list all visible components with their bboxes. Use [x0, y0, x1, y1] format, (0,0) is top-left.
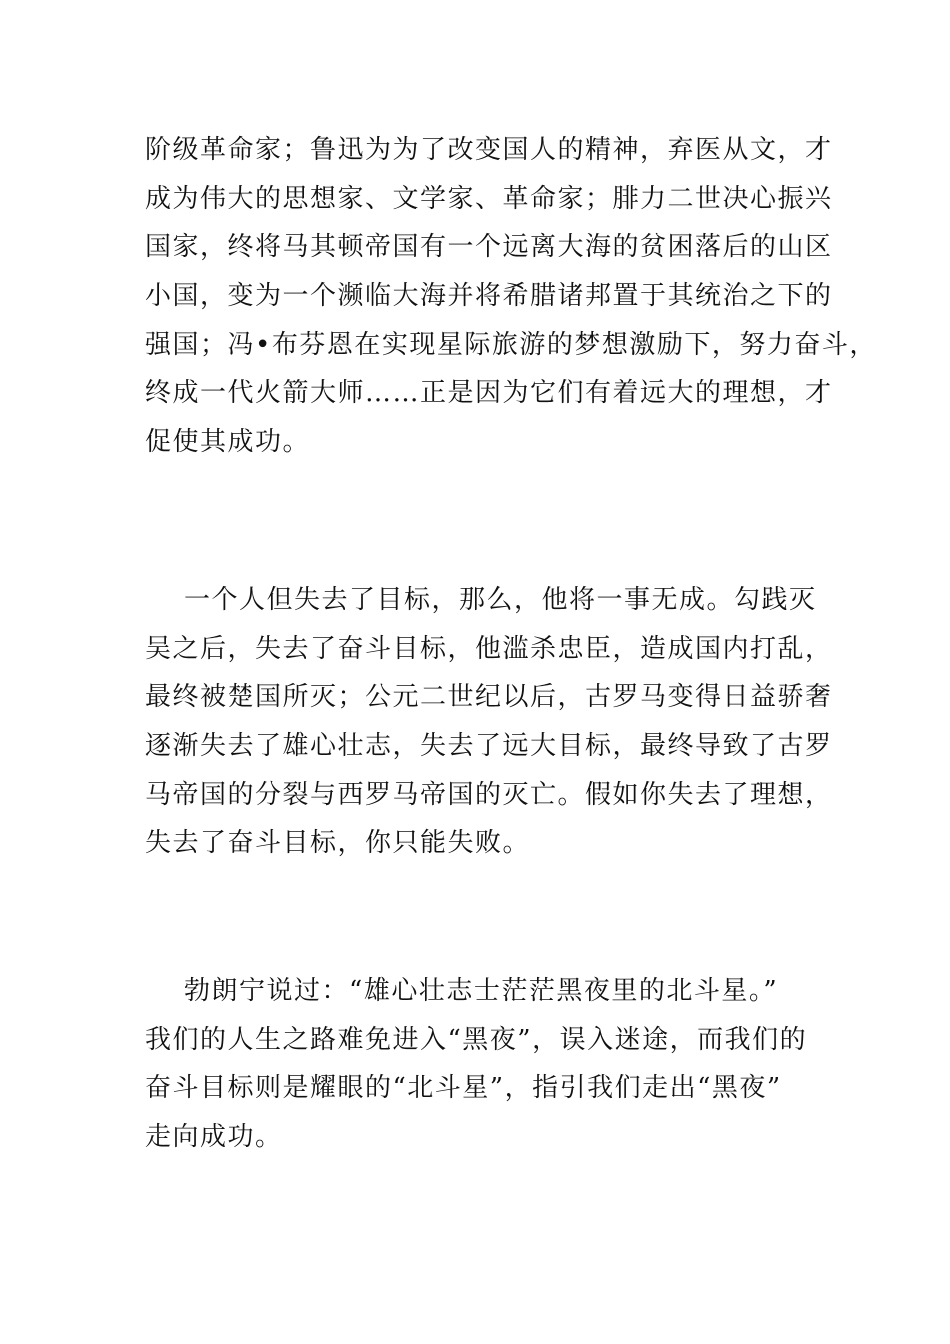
text-line: 马帝国的分裂与西罗马帝国的灭亡。假如你失去了理想， — [145, 779, 833, 810]
text-line: 小国，变为一个濒临大海并将希腊诸邦置于其统治之下的 — [145, 281, 833, 312]
text-line: 走向成功。 — [145, 1122, 283, 1153]
text-line: 终成一代火箭大师……正是因为它们有着远大的理想，才 — [145, 378, 833, 409]
text-line: 成为伟大的思想家、文学家、革命家；腓力二世决心振兴 — [145, 183, 833, 214]
text-line: 促使其成功。 — [145, 427, 311, 458]
text-line: 失去了奋斗目标，你只能失败。 — [145, 828, 531, 859]
text-line: 强国；冯•布芬恩在实现星际旅游的梦想激励下，努力奋斗， — [145, 329, 877, 360]
text-line: 奋斗目标则是耀眼的“北斗星”，指引我们走出“黑夜” — [145, 1073, 782, 1104]
text-line: 一个人但失去了目标，那么，他将一事无成。勾践灭 — [145, 585, 817, 615]
paragraph-losing-goals — [145, 576, 833, 868]
text-line: 吴之后，失去了奋斗目标，他滥杀忠臣，造成国内打乱， — [145, 633, 833, 664]
text-line: 最终被楚国所灭；公元二世纪以后，古罗马变得日益骄奢 — [145, 682, 833, 713]
text-line: 逐渐失去了雄心壮志，失去了远大目标，最终导致了古罗 — [145, 731, 833, 762]
paragraph-browning-quote — [145, 967, 810, 1162]
text-line: 我们的人生之路难免进入“黑夜”，误入迷途，而我们的 — [145, 1024, 808, 1055]
paragraph-ideals-examples — [145, 126, 877, 467]
text-line: 国家，终将马其顿帝国有一个远离大海的贫困落后的山区 — [145, 232, 833, 263]
text-line: 阶级革命家；鲁迅为为了改变国人的精神，弃医从文，才 — [145, 135, 833, 165]
text-line: 勃朗宁说过：“雄心壮志士茫茫黑夜里的北斗星。” — [145, 976, 779, 1006]
